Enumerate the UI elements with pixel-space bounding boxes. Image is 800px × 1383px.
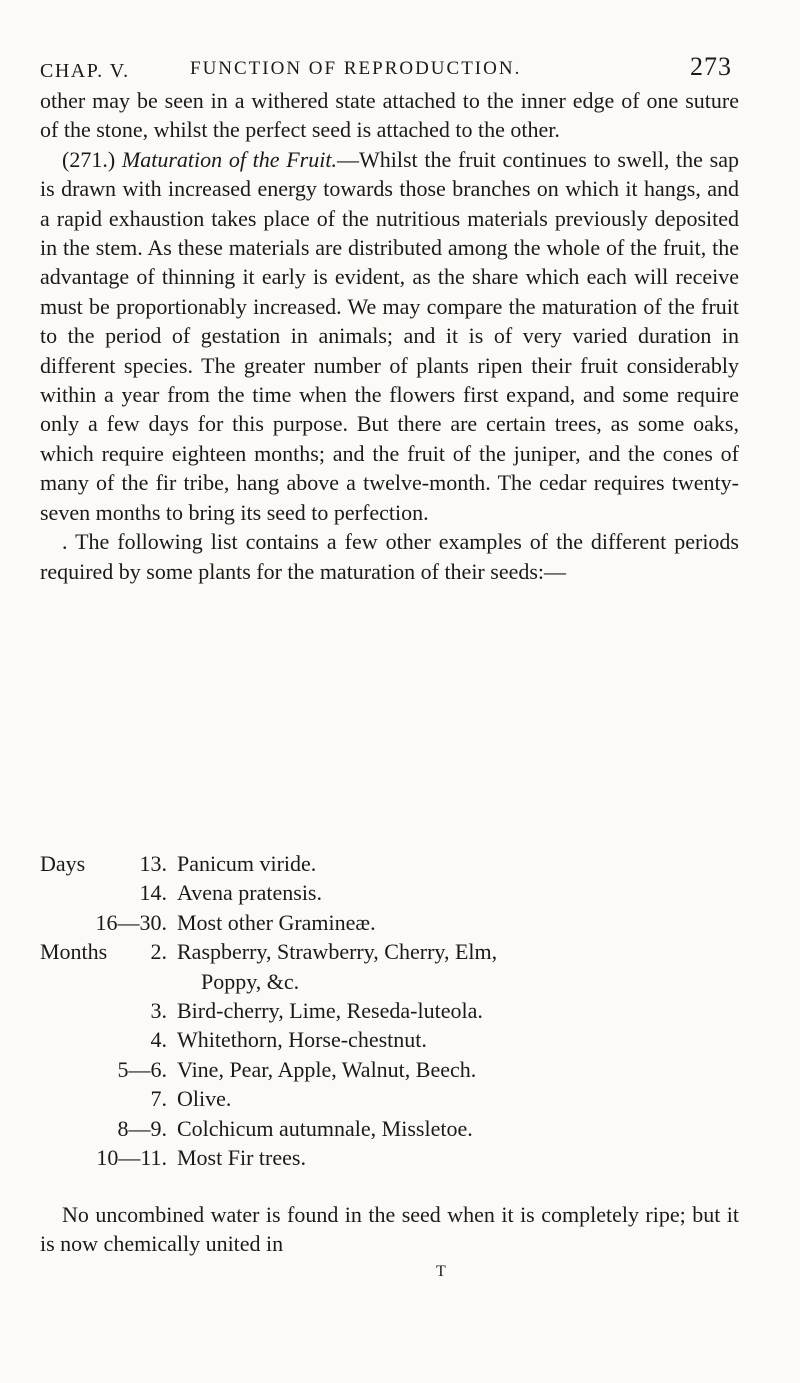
section-number: (271.) (62, 146, 116, 172)
list-item (40, 1114, 760, 1143)
list-item (40, 849, 760, 878)
list-period: 10—11. (96, 1144, 167, 1170)
chapter-label: CHAP. V. (40, 60, 130, 82)
section-heading: Maturation of the Fruit. (121, 146, 337, 172)
list-plants: Avena pratensis. (177, 880, 322, 906)
list-plants-group (177, 937, 737, 996)
list-period: 13. (139, 851, 167, 876)
list-plants: Whitethorn, Horse-chestnut. (177, 1027, 427, 1053)
list-plants: Most other Gramineæ. (177, 909, 376, 935)
list-plants: Panicum viride. (177, 851, 317, 876)
body-text (40, 86, 739, 586)
list-period: 7. (150, 1086, 167, 1112)
paragraph-maturation (40, 145, 739, 527)
signature-mark: T (436, 1263, 446, 1280)
list-plants: Most Fir trees. (177, 1144, 306, 1170)
paragraph-list-intro: . The following list contains a few other examples of the different periods required by some plants for the maturation of their seeds:— (40, 529, 739, 584)
list-period: 2. (150, 939, 167, 965)
list-plants: Colchicum autumnale, Missletoe. (177, 1115, 473, 1141)
section-text: —Whilst the fruit continues to swell, the sap is drawn with increased energy towards those branches on which it hangs, and a rapid exhaustion takes place of the nutritious materials previously deposited in the stem. As these materials are distributed among the whole of the fruit, the advantage of thinning it early is evident, as the share which each will receive must be proportionably increased. We may compare the maturation of the fruit to the period of gestation in animals; and it is of very varied duration in different species. The greater number of plants ripen their fruit considerably within a year from the time when the flowers first expand, and some require only a few days for this purpose. But there are certain trees, as some oaks, which require eighteen months; and the fruit of the juniper, and the cones of many of the fir tribe, hang above a twelve-month. The cedar requires twenty-seven months to bring its seed to perfection. (40, 146, 739, 525)
list-item (40, 1025, 760, 1054)
list-period: 3. (150, 997, 167, 1023)
page-number: 273 (690, 52, 732, 81)
list-plants: Vine, Pear, Apple, Walnut, Beech. (177, 1056, 477, 1082)
running-head (40, 52, 732, 84)
list-period: 5—6. (117, 1056, 167, 1082)
chapter-title: FUNCTION OF REPRODUCTION. (190, 58, 522, 79)
list-period: 14. (139, 880, 167, 906)
paragraph-water: No uncombined water is found in the seed when it is completely ripe; but it is now chemically united in (40, 1202, 739, 1257)
list-item (40, 1055, 760, 1084)
list-item (40, 1143, 760, 1172)
list-unit: Days (40, 851, 86, 876)
list-period: 8—9. (117, 1115, 167, 1141)
list-plants: Raspberry, Strawberry, Cherry, Elm, (177, 939, 498, 965)
list-item (40, 996, 760, 1025)
after-list-text (40, 1200, 739, 1259)
list-plants: Bird-cherry, Lime, Reseda-luteola. (177, 997, 483, 1023)
paragraph-continued: other may be seen in a withered state attached to the inner edge of one suture of the stone, whilst the perfect seed is attached to the other. (40, 88, 739, 143)
list-plants-continued: Poppy, &c. (201, 968, 300, 994)
list-plants: Olive. (177, 1086, 232, 1112)
list-item (40, 1084, 760, 1113)
list-period: 16—30. (95, 909, 167, 935)
list-item (40, 878, 760, 907)
list-item (40, 908, 760, 937)
list-unit: Months (40, 939, 108, 965)
maturation-list (40, 849, 760, 1172)
list-item (40, 937, 760, 996)
list-period: 4. (150, 1027, 167, 1053)
